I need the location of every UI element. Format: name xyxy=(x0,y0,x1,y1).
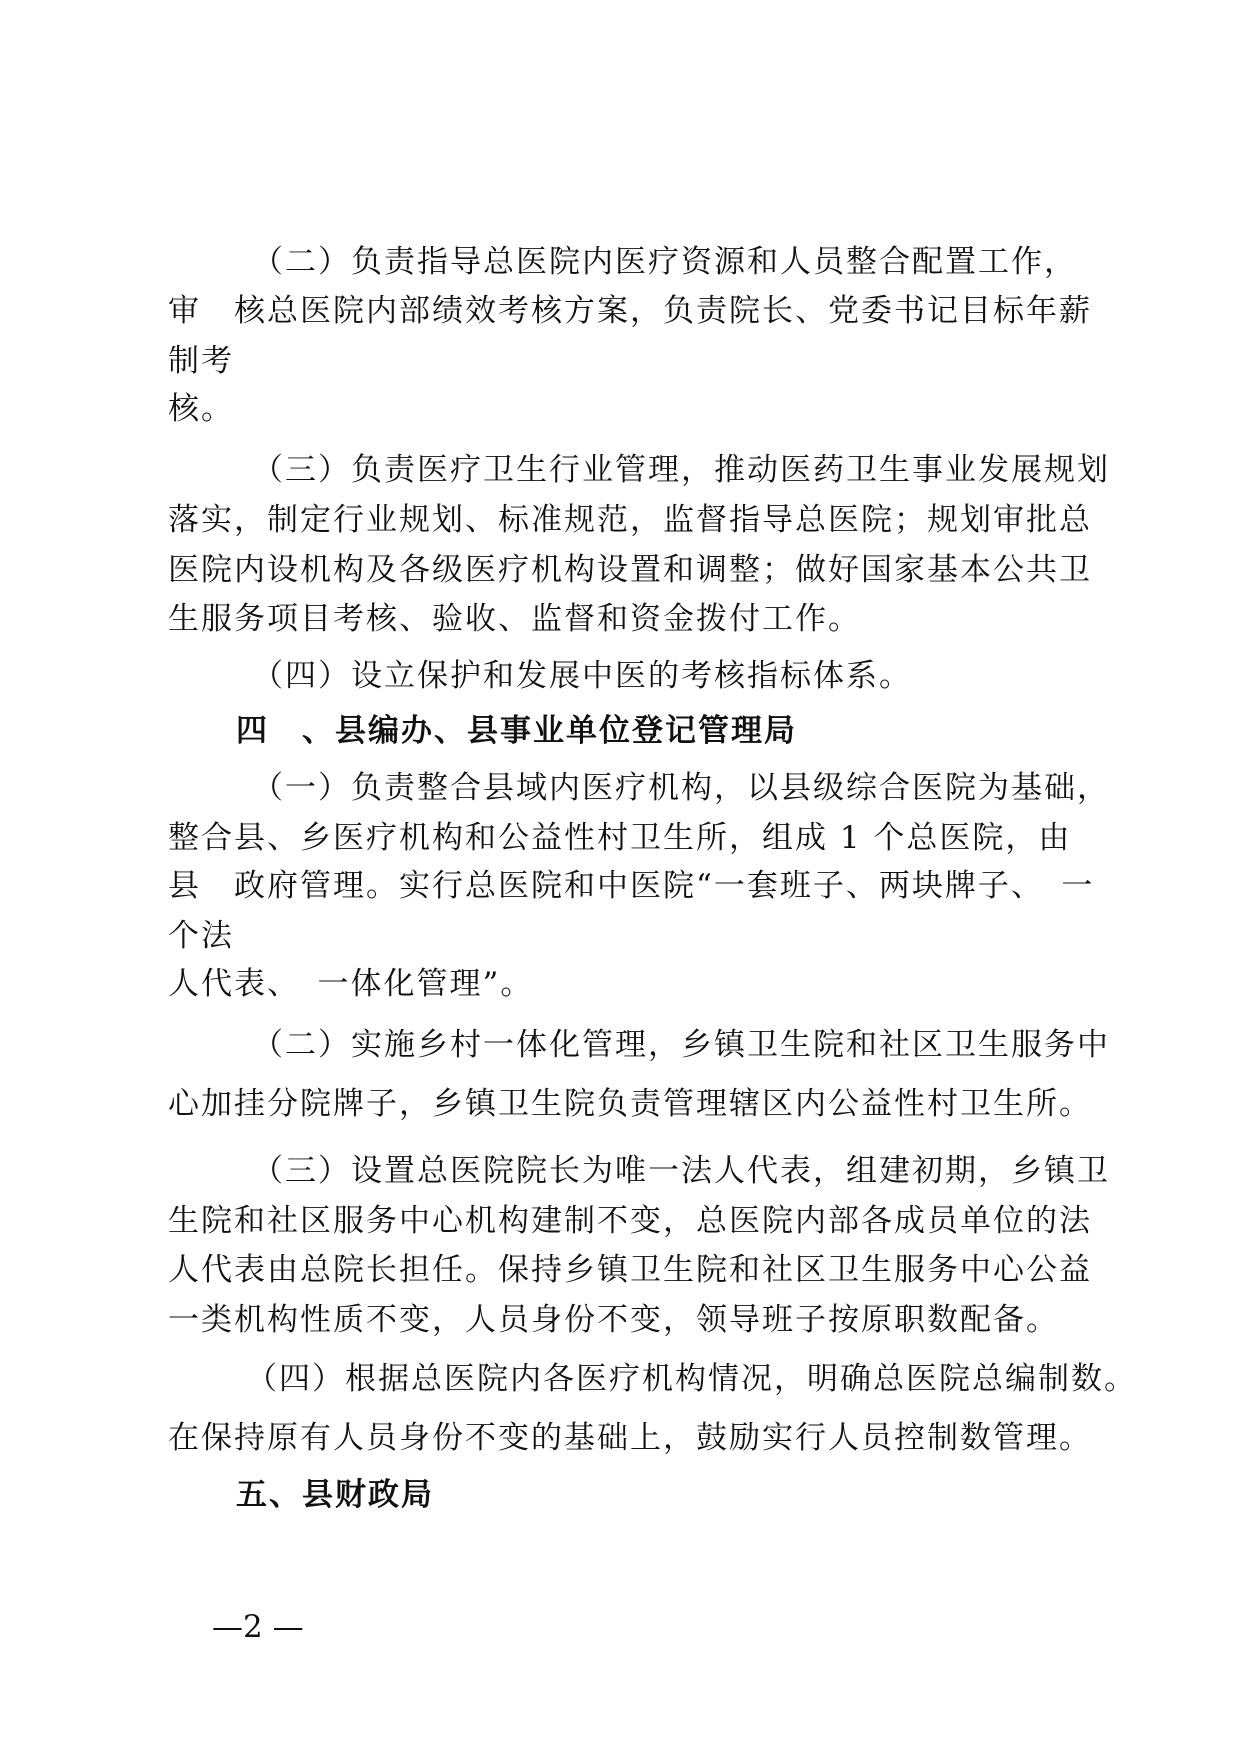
paragraph-line: 人代表由总院长担任。保持乡镇卫生院和社区卫生服务中心公益 xyxy=(168,1252,1092,1288)
paragraph-line: 医院内设机构及各级医疗机构设置和调整；做好国家基本公共卫 xyxy=(168,552,1092,588)
paragraph-line: 整合县、乡医疗机构和公益性村卫生所，组成 1 个总医院，由 xyxy=(168,820,1072,856)
paragraph-line: 在保持原有人员身份不变的基础上，鼓励实行人员控制数管理。 xyxy=(168,1420,1092,1456)
paragraph-line: 一类机构性质不变，人员身份不变，领导班子按原职数配备。 xyxy=(168,1302,1059,1338)
paragraph-line: 制考 xyxy=(168,343,234,379)
section-heading-5: 五、县财政局 xyxy=(236,1477,434,1513)
paragraph-line: 落实，制定行业规划、标准规范，监督指导总医院；规划审批总 xyxy=(168,502,1092,538)
paragraph-line: 核。 xyxy=(168,391,234,427)
page-number: —2 — xyxy=(212,1609,304,1645)
paragraph-line: （二）负责指导总医院内医疗资源和人员整合配置工作， xyxy=(252,244,1077,280)
paragraph-line: 人代表、 一体化管理”。 xyxy=(168,966,534,1002)
paragraph-line: 县 政府管理。实行总医院和中医院“一套班子、两块牌子、 一 xyxy=(168,868,1095,904)
paragraph-line: 个法 xyxy=(168,918,234,954)
paragraph-line: （三）设置总医院院长为唯一法人代表，组建初期，乡镇卫 xyxy=(252,1153,1110,1189)
paragraph-line: （一）负责整合县域内医疗机构，以县级综合医院为基础， xyxy=(252,770,1110,806)
section-heading-4: 四 、县编办、县事业单位登记管理局 xyxy=(236,713,797,749)
paragraph-line: 心加挂分院牌子，乡镇卫生院负责管理辖区内公益性村卫生所。 xyxy=(168,1086,1092,1122)
paragraph-line: 审 核总医院内部绩效考核方案，负责院长、党委书记目标年薪 xyxy=(168,293,1092,329)
paragraph-line: （二）实施乡村一体化管理，乡镇卫生院和社区卫生服务中 xyxy=(252,1027,1110,1063)
paragraph-line: 生院和社区服务中心机构建制不变，总医院内部各成员单位的法 xyxy=(168,1203,1092,1239)
paragraph-line: （四）根据总医院内各医疗机构情况，明确总医院总编制数。 xyxy=(246,1361,1137,1397)
paragraph-line: （四）设立保护和发展中医的考核指标体系。 xyxy=(252,658,912,694)
paragraph-line: （三）负责医疗卫生行业管理，推动医药卫生事业发展规划 xyxy=(252,452,1110,488)
paragraph-line: 生服务项目考核、验收、监督和资金拨付工作。 xyxy=(168,601,861,637)
